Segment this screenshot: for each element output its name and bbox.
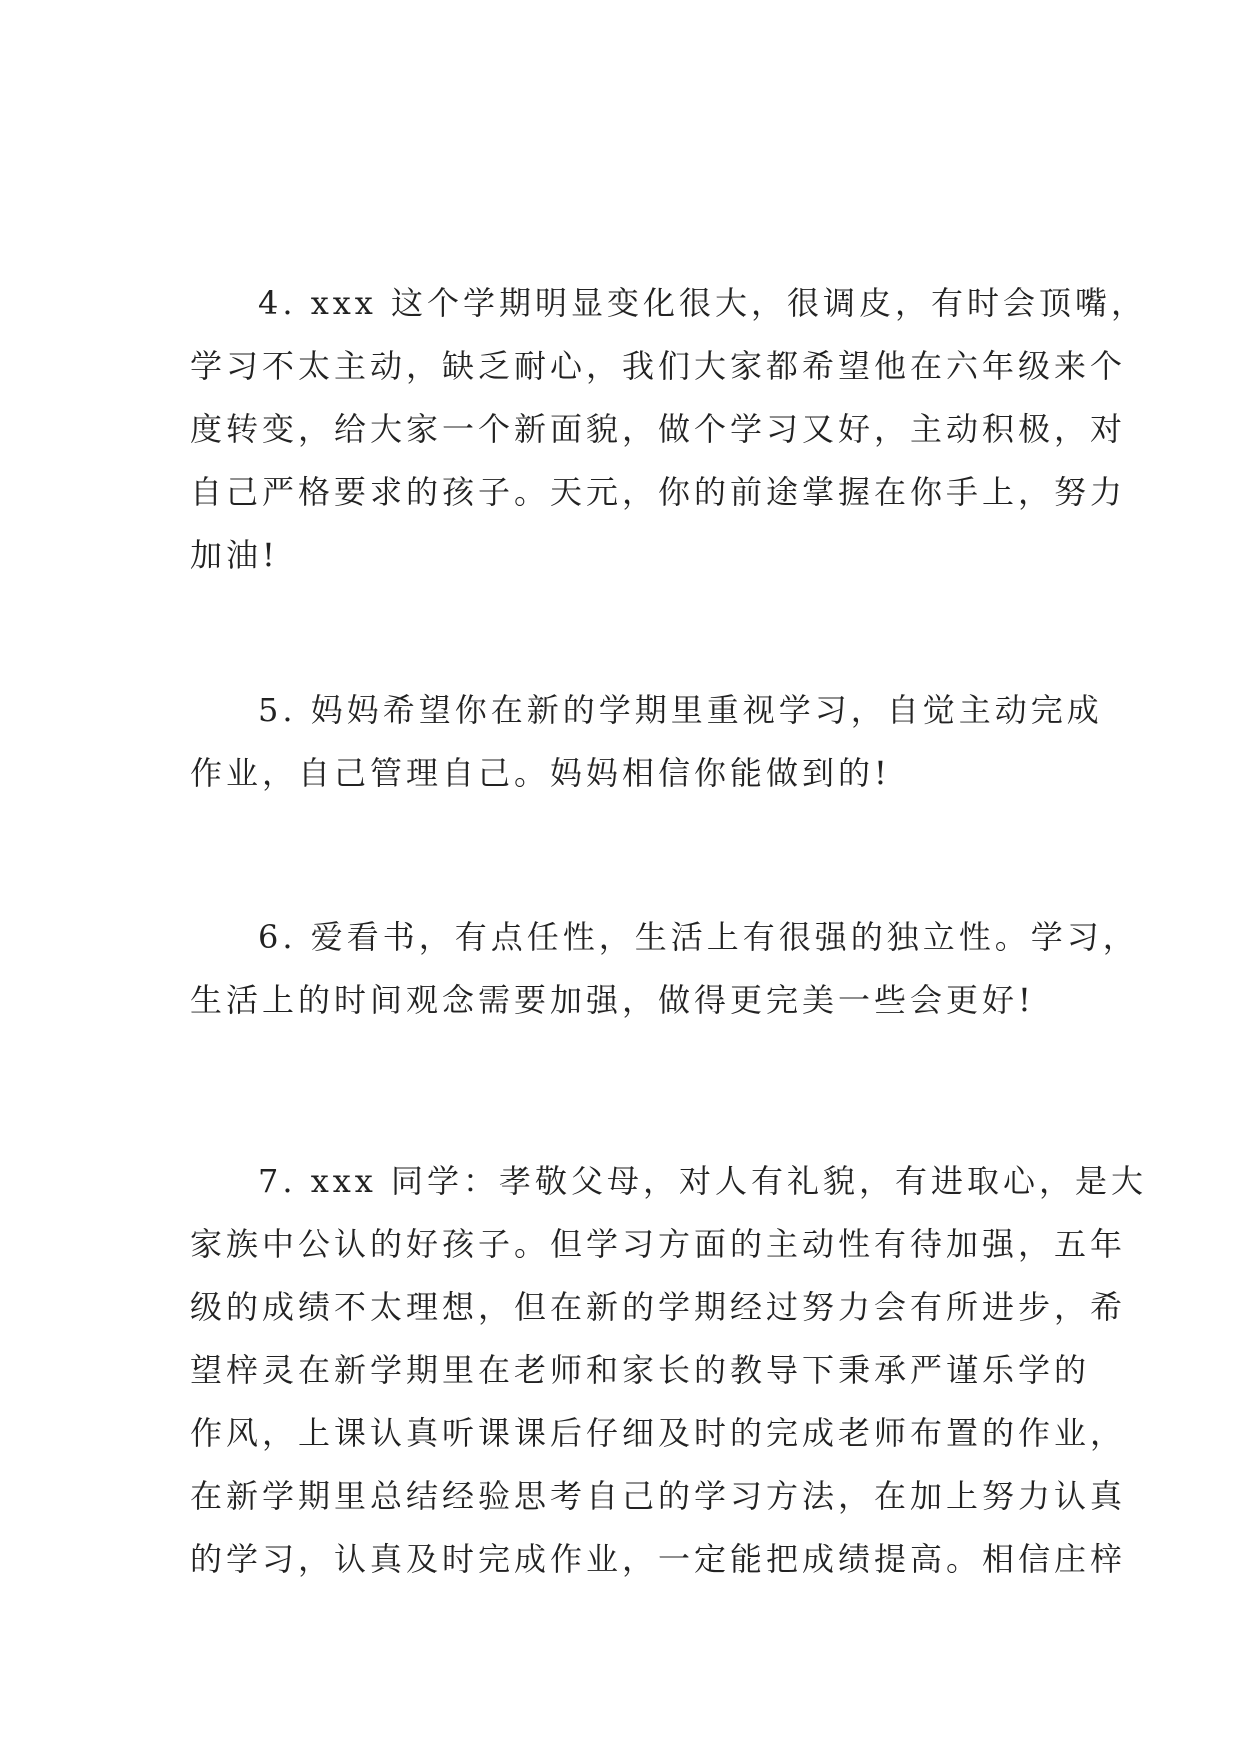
paragraph-line: 6. 爱看书，有点任性，生活上有很强的独立性。学习， [258, 918, 1139, 956]
paragraph-5 [190, 679, 1103, 805]
paragraph-line: 作风，上课认真听课课后仔细及时的完成老师布置的作业， [190, 1414, 1127, 1452]
paragraph-6 [190, 906, 1139, 1032]
paragraph-line: 5. 妈妈希望你在新的学期里重视学习，自觉主动完成 [258, 691, 1103, 729]
paragraph-line: 7. xxx 同学：孝敬父母，对人有礼貌，有进取心，是大 [258, 1162, 1148, 1200]
paragraph-4 [190, 272, 1148, 587]
paragraph-line: 家族中公认的好孩子。但学习方面的主动性有待加强，五年 [190, 1225, 1127, 1263]
paragraph-line: 学习不太主动，缺乏耐心，我们大家都希望他在六年级来个 [190, 347, 1127, 385]
paragraph-line: 4. xxx 这个学期明显变化很大，很调皮，有时会顶嘴， [258, 284, 1148, 322]
paragraph-line: 度转变，给大家一个新面貌，做个学习又好，主动积极，对 [190, 410, 1127, 448]
paragraph-line: 生活上的时间观念需要加强，做得更完美一些会更好! [190, 981, 1035, 1019]
paragraph-line: 在新学期里总结经验思考自己的学习方法，在加上努力认真 [190, 1477, 1127, 1515]
paragraph-line: 加油! [190, 536, 279, 574]
paragraph-line: 的学习，认真及时完成作业，一定能把成绩提高。相信庄梓 [190, 1540, 1127, 1578]
paragraph-line: 自己严格要求的孩子。天元，你的前途掌握在你手上，努力 [190, 473, 1127, 511]
paragraph-line: 级的成绩不太理想，但在新的学期经过努力会有所进步，希 [190, 1288, 1127, 1326]
paragraph-line: 作业，自己管理自己。妈妈相信你能做到的! [190, 754, 891, 792]
paragraph-line: 望梓灵在新学期里在老师和家长的教导下秉承严谨乐学的 [190, 1351, 1091, 1389]
paragraph-7 [190, 1150, 1148, 1591]
